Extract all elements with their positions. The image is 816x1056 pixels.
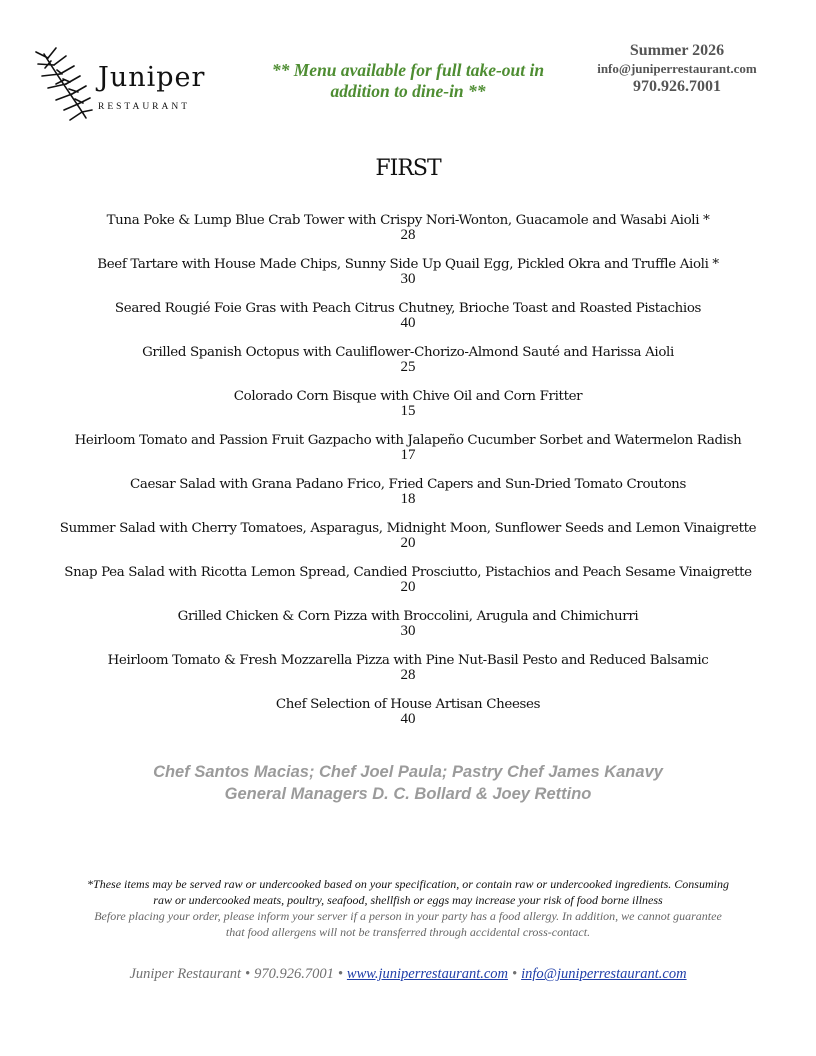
menu-item-price: 17 bbox=[400, 447, 416, 463]
allergy-notice-line-1: Before placing your order, please inform your server if a person in your party has a food allergy. In addition, we cannot guarantee bbox=[94, 909, 722, 923]
footer-separator: • bbox=[245, 966, 251, 982]
menu-item-name: Colorado Corn Bisque with Chive Oil and Corn Fritter bbox=[233, 389, 583, 404]
website-link[interactable]: www.juniperrestaurant.com bbox=[346, 966, 509, 982]
food-disclaimer bbox=[46, 876, 770, 940]
raw-food-warning-line-1: *These items may be served raw or undercooked based on your specification, or contain raw or undercooked ingredients. Consuming bbox=[87, 877, 729, 891]
logo-wordmark: Juniper bbox=[98, 62, 206, 93]
menu-item bbox=[0, 520, 816, 564]
menu-item bbox=[0, 344, 816, 388]
menu-item bbox=[0, 212, 816, 256]
menu-item bbox=[0, 300, 816, 344]
menu-item-name: Chef Selection of House Artisan Cheeses bbox=[275, 697, 541, 712]
menu-item bbox=[0, 388, 816, 432]
menu-item bbox=[0, 608, 816, 652]
juniper-branch-icon bbox=[34, 40, 94, 124]
menu-item-name: Heirloom Tomato and Passion Fruit Gazpacho with Jalapeño Cucumber Sorbet and Watermelon Radish bbox=[74, 433, 742, 448]
menu-list bbox=[0, 212, 816, 740]
takeout-line-1: ** Menu available for full take-out in bbox=[271, 60, 545, 80]
menu-item-price: 20 bbox=[400, 579, 416, 595]
email-link[interactable]: info@juniperrestaurant.com bbox=[521, 966, 687, 982]
menu-item-name: Tuna Poke & Lump Blue Crab Tower with Crispy Nori-Wonton, Guacamole and Wasabi Aioli * bbox=[106, 213, 710, 228]
menu-item bbox=[0, 696, 816, 740]
menu-item bbox=[0, 652, 816, 696]
allergy-notice-line-2: that food allergens will not be transferred through accidental cross-contact. bbox=[225, 925, 591, 939]
header-email: info@juniperrestaurant.com bbox=[597, 61, 757, 76]
staff-credits bbox=[0, 761, 816, 805]
chef-credits: Chef Santos Macias; Chef Joel Paula; Pastry Chef James Kanavy bbox=[153, 763, 663, 781]
menu-item-name: Grilled Spanish Octopus with Cauliflower-Chorizo-Almond Sauté and Harissa Aioli bbox=[142, 345, 674, 360]
takeout-notice bbox=[250, 60, 566, 102]
menu-item-name: Heirloom Tomato & Fresh Mozzarella Pizza with Pine Nut-Basil Pesto and Reduced Balsamic bbox=[107, 653, 709, 668]
menu-item bbox=[0, 256, 816, 300]
menu-item-name: Caesar Salad with Grana Padano Frico, Fried Capers and Sun-Dried Tomato Croutons bbox=[130, 477, 686, 492]
footer-restaurant-name: Juniper Restaurant bbox=[129, 966, 241, 982]
menu-item-price: 28 bbox=[400, 667, 416, 683]
menu-item bbox=[0, 432, 816, 476]
footer bbox=[0, 966, 816, 983]
juniper-logo bbox=[34, 40, 206, 124]
logo-subtitle: RESTAURANT bbox=[98, 102, 191, 112]
header-contact bbox=[582, 41, 772, 97]
footer-separator: • bbox=[512, 966, 518, 982]
menu-item-price: 20 bbox=[400, 535, 416, 551]
menu-item-name: Snap Pea Salad with Ricotta Lemon Spread, Candied Prosciutto, Pistachios and Peach Sesame Vinaigrette bbox=[64, 565, 752, 580]
footer-phone: 970.926.7001 bbox=[254, 966, 334, 982]
menu-item-name: Beef Tartare with House Made Chips, Sunny Side Up Quail Egg, Pickled Okra and Truffle Aioli * bbox=[97, 257, 719, 272]
menu-item-name: Summer Salad with Cherry Tomatoes, Asparagus, Midnight Moon, Sunflower Seeds and Lemon Vinaigrette bbox=[59, 521, 757, 536]
menu-item-price: 25 bbox=[400, 359, 416, 375]
menu-item-price: 18 bbox=[400, 491, 416, 507]
raw-food-warning-line-2: raw or undercooked meats, poultry, seafood, shellfish or eggs may increase your risk of food borne illness bbox=[153, 893, 663, 907]
menu-item-price: 40 bbox=[400, 711, 416, 727]
menu-item-price: 28 bbox=[400, 227, 416, 243]
menu-item-price: 30 bbox=[400, 623, 416, 639]
manager-credits: General Managers D. C. Bollard & Joey Rettino bbox=[224, 785, 592, 803]
menu-item-price: 30 bbox=[400, 271, 416, 287]
menu-item-name: Seared Rougié Foie Gras with Peach Citrus Chutney, Brioche Toast and Roasted Pistachios bbox=[114, 301, 702, 316]
menu-item-name: Grilled Chicken & Corn Pizza with Broccolini, Arugula and Chimichurri bbox=[177, 609, 639, 624]
menu-item-price: 15 bbox=[400, 403, 416, 419]
header-phone: 970.926.7001 bbox=[633, 78, 721, 95]
takeout-line-2: addition to dine-in ** bbox=[330, 81, 486, 101]
season-label: Summer 2026 bbox=[629, 42, 725, 59]
menu-item bbox=[0, 564, 816, 608]
menu-item-price: 40 bbox=[400, 315, 416, 331]
menu-item bbox=[0, 476, 816, 520]
section-title: FIRST bbox=[375, 156, 441, 181]
footer-separator: • bbox=[337, 966, 343, 982]
